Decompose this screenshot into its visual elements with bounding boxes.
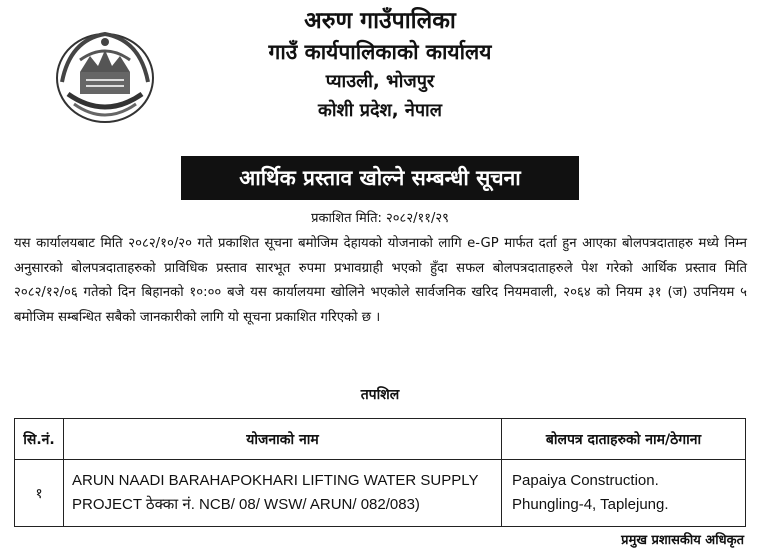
bid-table — [14, 418, 746, 527]
bidder-address: Phungling-4, Taplejung. — [512, 496, 669, 513]
project-name-line2: PROJECT ठेक्का नं. NCB/ 08/ WSW/ ARUN/ 082/083) — [72, 496, 420, 513]
table-row — [15, 460, 746, 527]
row-bidder — [502, 460, 746, 527]
details-label: तपशिल — [360, 387, 400, 403]
header-sn: सि.नं. — [15, 419, 64, 460]
bidder-name: Papaiya Construction. — [512, 472, 659, 489]
table-header-row — [15, 419, 746, 460]
published-date: प्रकाशित मिति: २०८२/११/२९ — [311, 211, 449, 226]
notice-title: आर्थिक प्रस्ताव खोल्ने सम्बन्धी सूचना — [181, 156, 579, 200]
header-bidder: बोलपत्र दाताहरुको नाम/ठेगाना — [502, 419, 746, 460]
office-name: अरुण गाउँपालिका — [304, 8, 456, 34]
row-project — [64, 460, 502, 527]
header-project: योजनाको नाम — [64, 419, 502, 460]
notice-body: यस कार्यालयबाट मिति २०८२/१०/२० गते प्रकाशित सूचना बमोजिम देहायको योजनाको लागि e-GP मार्फत दर्ता हुन आएका बोलपत्रदाताहरु मध्ये निम्न अनुसारको बोलपत्रदाताहरुको प्राविधिक प्रस्ताव सारभूत रुपमा प्रभावग्राही भएको हुँदा सफल बोलपत्रदाताहरुले पेश गरेको आर्थिक प्रस्ताव मिति २०८२/१२/०६ गतेको दिन बिहानको १०:०० बजे यस कार्यालयमा खोलिने भएकोले सार्वजनिक खरिद नियमवाली, २०६४ को नियम ३१ (ज) उपनियम ५ बमोजिम सम्बन्धित सबैको जानकारीको लागि यो सूचना प्रकाशित गरिएको छ । — [14, 236, 747, 325]
office-header — [0, 6, 760, 125]
project-name-line1: ARUN NAADI BARAHAPOKHARI LIFTING WATER SUPPLY — [72, 472, 479, 489]
office-address-line2: कोशी प्रदेश, नेपाल — [318, 100, 442, 121]
row-sn: १ — [15, 460, 64, 527]
signature-title: प्रमुख प्रशासकीय अधिकृत — [621, 533, 744, 548]
office-subtitle: गाउँ कार्यपालिकाको कार्यालय — [268, 40, 492, 64]
office-address-line1: प्याउली, भोजपुर — [325, 71, 435, 92]
